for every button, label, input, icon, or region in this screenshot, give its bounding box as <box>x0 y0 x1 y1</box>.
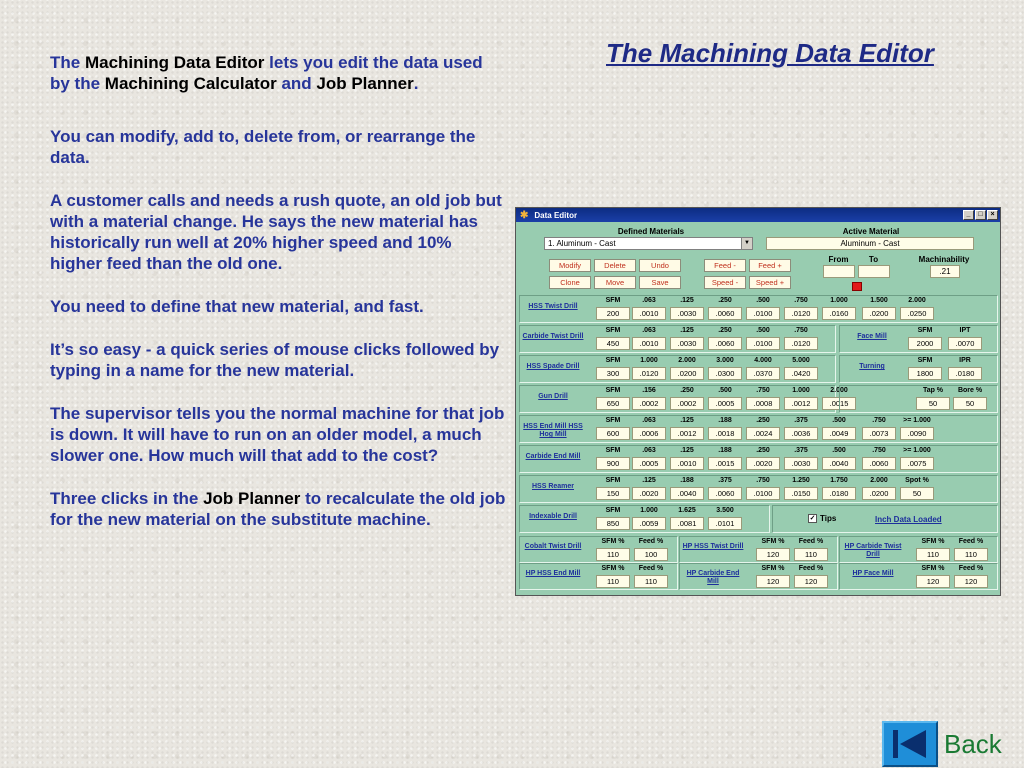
text-run: The <box>50 53 85 72</box>
paragraph-customer: A customer calls and needs a rush quote, an old job but with a material change. He says the new material has historically run well at 20% higher speed and 10% higher feed than the old one. <box>50 191 502 273</box>
tool-label[interactable]: HP Carbide End Mill <box>686 570 740 585</box>
speed-minus-button[interactable]: Speed - <box>704 276 746 289</box>
column-header: SFM <box>605 447 621 454</box>
column-header: Feed % <box>958 538 984 545</box>
tool-label[interactable]: HP HSS End Mill <box>525 570 581 577</box>
value-cell[interactable]: .0100 <box>746 337 780 350</box>
color-indicator <box>852 282 862 291</box>
column-header: 1.625 <box>678 507 696 514</box>
value-cell[interactable]: .0090 <box>900 427 934 440</box>
value-cell[interactable]: .0015 <box>708 457 742 470</box>
column-header: SFM % <box>921 565 945 572</box>
maximize-button[interactable]: □ <box>975 210 986 220</box>
back-nav[interactable] <box>882 721 1002 767</box>
back-label[interactable]: Back <box>944 728 1002 759</box>
value-cell[interactable]: .0012 <box>784 397 818 410</box>
column-header: 1.000 <box>792 387 810 394</box>
value-cell[interactable]: .0024 <box>746 427 780 440</box>
tool-label[interactable]: Cobalt Twist Drill <box>524 543 582 550</box>
value-cell[interactable]: .0150 <box>784 487 818 500</box>
value-cell[interactable]: .0160 <box>822 307 856 320</box>
value-cell[interactable]: .0049 <box>822 427 856 440</box>
value-cell[interactable]: .0120 <box>784 307 818 320</box>
column-header: SFM <box>605 477 621 484</box>
value-cell[interactable]: .0018 <box>708 427 742 440</box>
column-header: .125 <box>680 297 694 304</box>
value-cell[interactable]: .0060 <box>708 337 742 350</box>
active-material-field[interactable]: Aluminum - Cast <box>766 237 974 250</box>
column-header: .250 <box>718 297 732 304</box>
app-icon: ✱ <box>520 209 529 221</box>
paragraph-job-planner <box>50 488 506 530</box>
column-header: Feed % <box>638 538 664 545</box>
column-header: 3.000 <box>716 357 734 364</box>
tool-label[interactable]: Gun Drill <box>538 393 568 400</box>
value-cell[interactable]: .0300 <box>708 367 742 380</box>
column-header: IPT <box>959 327 971 334</box>
column-header: .125 <box>642 477 656 484</box>
value-cell[interactable]: 450 <box>596 337 630 350</box>
tool-label[interactable]: Carbide End Mill <box>525 453 581 460</box>
paragraph-supervisor: The supervisor tells you the normal machine for that job is down. It will have to run on an older model, a much slower one. How much will that add to the cost? <box>50 404 505 465</box>
close-button[interactable]: × <box>987 210 998 220</box>
tool-label[interactable]: HP Face Mill <box>852 570 894 577</box>
clone-button[interactable]: Clone <box>549 276 591 289</box>
value-cell[interactable]: .0006 <box>632 427 666 440</box>
column-header: .750 <box>872 417 886 424</box>
value-cell[interactable]: .0060 <box>708 487 742 500</box>
value-cell[interactable]: 120 <box>916 575 950 588</box>
column-header: 2.000 <box>908 297 926 304</box>
save-button[interactable]: Save <box>639 276 681 289</box>
column-header: .156 <box>642 387 656 394</box>
tool-label[interactable]: HSS Twist Drill <box>528 303 578 310</box>
tips-label: Tips <box>820 514 837 523</box>
column-header: >= 1.000 <box>903 417 931 424</box>
value-cell[interactable]: .0120 <box>784 337 818 350</box>
column-header: Spot % <box>905 477 929 484</box>
window-controls <box>963 210 998 220</box>
value-cell[interactable]: .0200 <box>862 487 896 500</box>
speed-plus-button[interactable]: Speed + <box>749 276 791 289</box>
value-cell[interactable]: 50 <box>953 397 987 410</box>
defined-materials-value: 1. Aluminum - Cast <box>548 239 616 248</box>
column-header: 1.250 <box>792 477 810 484</box>
column-header: SFM <box>917 357 933 364</box>
minimize-button[interactable]: _ <box>963 210 974 220</box>
value-cell[interactable]: .0180 <box>822 487 856 500</box>
value-cell[interactable]: .0081 <box>670 517 704 530</box>
machinability-label: Machinability <box>918 255 970 264</box>
delete-button[interactable]: Delete <box>594 259 636 272</box>
undo-button[interactable]: Undo <box>639 259 681 272</box>
column-header: .750 <box>756 387 770 394</box>
value-cell[interactable]: .0005 <box>632 457 666 470</box>
feed-plus-button[interactable]: Feed + <box>749 259 791 272</box>
column-header: SFM <box>605 297 621 304</box>
check-icon[interactable]: ✓ <box>809 515 816 522</box>
value-cell[interactable]: 120 <box>954 575 988 588</box>
column-header: .750 <box>794 327 808 334</box>
value-cell[interactable]: .0040 <box>670 487 704 500</box>
column-header: .188 <box>718 447 732 454</box>
column-header: SFM <box>917 327 933 334</box>
column-header: .375 <box>794 447 808 454</box>
tool-label[interactable]: HSS Spade Drill <box>526 363 580 370</box>
column-header: SFM % <box>761 565 785 572</box>
column-header: SFM % <box>921 538 945 545</box>
column-header: .125 <box>680 447 694 454</box>
column-header: .750 <box>794 297 808 304</box>
inch-data-link[interactable]: Inch Data Loaded <box>875 515 942 524</box>
column-header: .500 <box>756 327 770 334</box>
value-cell[interactable]: 200 <box>596 307 630 320</box>
value-cell[interactable]: 600 <box>596 427 630 440</box>
column-header: .500 <box>832 417 846 424</box>
column-header: .125 <box>680 327 694 334</box>
column-header: .125 <box>680 417 694 424</box>
value-cell[interactable]: .0015 <box>822 397 856 410</box>
value-cell[interactable]: .0070 <box>948 337 982 350</box>
value-cell[interactable]: 150 <box>596 487 630 500</box>
column-header: 4.000 <box>754 357 772 364</box>
move-button[interactable]: Move <box>594 276 636 289</box>
feed-minus-button[interactable]: Feed - <box>704 259 746 272</box>
value-cell[interactable]: 650 <box>596 397 630 410</box>
value-cell[interactable]: .0100 <box>746 307 780 320</box>
value-cell[interactable]: 50 <box>916 397 950 410</box>
to-input[interactable] <box>858 265 890 278</box>
column-header: .375 <box>794 417 808 424</box>
value-cell[interactable]: 120 <box>756 548 790 561</box>
column-header: 1.500 <box>870 297 888 304</box>
data-editor-window <box>515 207 1001 596</box>
value-cell[interactable]: 2000 <box>908 337 942 350</box>
value-cell[interactable]: .0030 <box>670 337 704 350</box>
value-cell[interactable]: 50 <box>900 487 934 500</box>
from-label: From <box>828 255 849 264</box>
column-header: SFM <box>605 327 621 334</box>
column-header: IPR <box>959 357 971 364</box>
value-cell[interactable]: .0010 <box>670 457 704 470</box>
column-header: 1.000 <box>640 357 658 364</box>
column-header: >= 1.000 <box>903 447 931 454</box>
column-header: .250 <box>756 447 770 454</box>
value-cell[interactable]: .0008 <box>746 397 780 410</box>
column-header: 1.750 <box>830 477 848 484</box>
column-header: .500 <box>718 387 732 394</box>
skip-back-icon <box>890 727 930 761</box>
tips-panel <box>772 505 998 533</box>
active-material-label: Active Material <box>842 227 900 236</box>
tool-label[interactable]: Indexable Drill <box>529 513 577 520</box>
window-title: Data Editor <box>534 210 578 220</box>
paragraph-define: You need to define that new material, and fast. <box>50 297 424 316</box>
column-header: .375 <box>718 477 732 484</box>
text-run-bold: Machining Calculator <box>104 74 277 93</box>
text-run-bold: Job Planner <box>316 74 414 93</box>
value-cell[interactable]: 300 <box>596 367 630 380</box>
from-input[interactable] <box>823 265 855 278</box>
tool-label[interactable]: Carbide Twist Drill <box>522 333 584 340</box>
column-header: .188 <box>718 417 732 424</box>
value-cell[interactable]: 1800 <box>908 367 942 380</box>
value-cell[interactable]: .0075 <box>900 457 934 470</box>
column-header: .063 <box>642 417 656 424</box>
value-cell[interactable]: .0036 <box>784 427 818 440</box>
value-cell[interactable]: .0059 <box>632 517 666 530</box>
value-cell[interactable]: .0200 <box>670 367 704 380</box>
value-cell[interactable]: .0005 <box>708 397 742 410</box>
slide-body <box>50 52 506 552</box>
column-header: Feed % <box>638 565 664 572</box>
text-run: lets you edit the data used by the <box>50 53 483 93</box>
value-cell[interactable]: .0030 <box>670 307 704 320</box>
tool-label[interactable]: Face Mill <box>857 333 887 340</box>
value-cell[interactable]: .0180 <box>948 367 982 380</box>
value-cell[interactable]: 100 <box>634 548 668 561</box>
text-run-bold: Machining Data Editor <box>84 53 265 72</box>
window-titlebar[interactable] <box>516 208 1000 222</box>
column-header: Feed % <box>798 538 824 545</box>
value-cell[interactable]: .0030 <box>784 457 818 470</box>
value-cell[interactable]: 110 <box>954 548 988 561</box>
tool-label[interactable]: HP HSS Twist Drill <box>682 543 744 550</box>
text-run: Three clicks in the <box>50 489 204 508</box>
column-header: Feed % <box>958 565 984 572</box>
paragraph-intro <box>50 52 506 94</box>
value-cell[interactable]: .0002 <box>632 397 666 410</box>
to-label: To <box>868 255 879 264</box>
back-button[interactable] <box>882 721 938 767</box>
text-run: . <box>413 74 419 93</box>
value-cell[interactable]: 110 <box>596 548 630 561</box>
value-cell[interactable]: .0250 <box>900 307 934 320</box>
defined-materials-label: Defined Materials <box>617 227 685 236</box>
column-header: Feed % <box>798 565 824 572</box>
column-header: SFM % <box>601 538 625 545</box>
defined-materials-select[interactable] <box>544 237 753 250</box>
column-header: .063 <box>642 327 656 334</box>
column-header: .750 <box>756 477 770 484</box>
column-header: .250 <box>718 327 732 334</box>
column-header: 3.500 <box>716 507 734 514</box>
slide-title: The Machining Data Editor <box>606 38 934 68</box>
value-cell[interactable]: .0040 <box>822 457 856 470</box>
chevron-down-icon[interactable]: ▼ <box>741 238 752 249</box>
value-cell[interactable]: .0020 <box>746 457 780 470</box>
modify-button[interactable]: Modify <box>549 259 591 272</box>
paragraph-easy: It’s so easy - a quick series of mouse clicks followed by typing in a name for the new material. <box>50 340 500 380</box>
value-cell[interactable]: .0060 <box>708 307 742 320</box>
tool-label[interactable]: Turning <box>859 363 885 370</box>
value-cell[interactable]: .0120 <box>632 367 666 380</box>
column-header: 2.000 <box>870 477 888 484</box>
column-header: SFM <box>605 507 621 514</box>
value-cell[interactable]: 110 <box>794 548 828 561</box>
paragraph-modify: You can modify, add to, delete from, or rearrange the data. <box>50 127 476 167</box>
column-header: .188 <box>680 477 694 484</box>
column-header: 2.000 <box>678 357 696 364</box>
column-header: 2.000 <box>830 387 848 394</box>
value-cell[interactable]: .0010 <box>632 307 666 320</box>
value-cell[interactable]: .0073 <box>862 427 896 440</box>
column-header: 1.000 <box>640 507 658 514</box>
column-header: .500 <box>756 297 770 304</box>
machinability-field[interactable]: .21 <box>930 265 960 278</box>
value-cell[interactable]: 110 <box>634 575 668 588</box>
value-cell[interactable]: .0420 <box>784 367 818 380</box>
column-header: SFM <box>605 417 621 424</box>
column-header: Bore % <box>957 387 983 394</box>
column-header: .250 <box>680 387 694 394</box>
value-cell[interactable]: 850 <box>596 517 630 530</box>
value-cell[interactable]: 120 <box>756 575 790 588</box>
column-header: SFM <box>605 387 621 394</box>
tool-label[interactable]: HSS End Mill HSS Hog Mill <box>523 423 583 438</box>
column-header: SFM % <box>761 538 785 545</box>
column-header: .750 <box>872 447 886 454</box>
column-header: SFM <box>605 357 621 364</box>
value-cell[interactable]: .0010 <box>632 337 666 350</box>
tool-label[interactable]: HSS Reamer <box>531 483 575 490</box>
text-run: and <box>276 74 317 93</box>
column-header: Tap % <box>922 387 944 394</box>
value-cell[interactable]: .0100 <box>746 487 780 500</box>
value-cell[interactable]: .0020 <box>632 487 666 500</box>
column-header: .063 <box>642 297 656 304</box>
value-cell[interactable]: .0200 <box>862 307 896 320</box>
column-header: 1.000 <box>830 297 848 304</box>
value-cell[interactable]: 110 <box>596 575 630 588</box>
value-cell[interactable]: .0002 <box>670 397 704 410</box>
tool-label[interactable]: HP Carbide Twist Drill <box>844 543 902 558</box>
text-run: to recalculate the old job for the new material on the substitute machine. <box>50 489 506 529</box>
column-header: .250 <box>756 417 770 424</box>
column-header: .500 <box>832 447 846 454</box>
value-cell[interactable]: 120 <box>794 575 828 588</box>
value-cell[interactable]: 110 <box>916 548 950 561</box>
column-header: .063 <box>642 447 656 454</box>
value-cell[interactable]: .0060 <box>862 457 896 470</box>
value-cell[interactable]: 900 <box>596 457 630 470</box>
value-cell[interactable]: .0012 <box>670 427 704 440</box>
value-cell[interactable]: .0101 <box>708 517 742 530</box>
value-cell[interactable]: .0370 <box>746 367 780 380</box>
text-run-bold: Job Planner <box>203 489 301 508</box>
column-header: 5.000 <box>792 357 810 364</box>
column-header: SFM % <box>601 565 625 572</box>
